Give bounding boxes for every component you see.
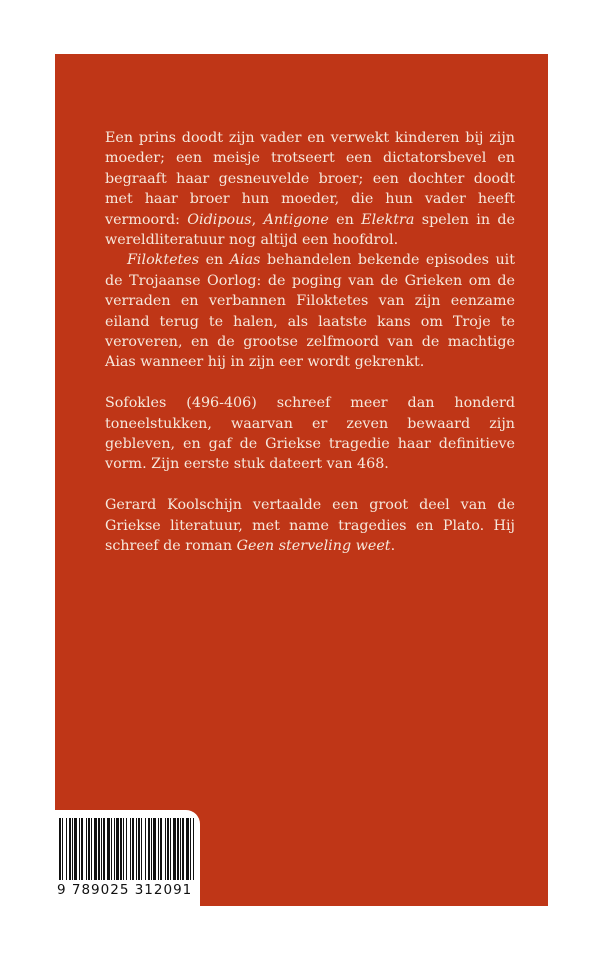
intro-tail: spelen in de wereldliteratuur nog altijd een hoofdrol.	[105, 211, 516, 249]
intro-text: Een prins doodt zijn vader en verwekt kinderen bij zijn moeder; een meisje trotseert een dictatorsbevel en begraaft haar gesneuvelde broer; een dochter doodt met haar broer hun moeder, die hun vader heeft vermoord:	[105, 130, 515, 228]
barcode-bar	[66, 818, 67, 880]
barcode-bar	[138, 818, 140, 880]
title-elektra: Elektra	[361, 211, 415, 228]
barcode-bar	[141, 818, 142, 880]
barcode-bar	[170, 818, 171, 880]
barcode-bar	[81, 818, 83, 880]
barcode-bar	[193, 818, 194, 880]
paragraph-filoktetes-aias	[105, 250, 515, 372]
barcode-bar	[120, 818, 122, 880]
period: .	[390, 538, 396, 555]
title-filoktetes: Filoktetes	[127, 252, 200, 269]
barcode-bar	[59, 818, 61, 880]
barcode-bar	[158, 818, 159, 880]
back-cover	[55, 54, 548, 906]
paragraph-sofokles: Sofokles (496-406) schreef meer dan honderd toneelstukken, waarvan er zeven bewaard zijn gebleven, en gaf de Griekse tragedie haar definitieve vorm. Zijn eerste stuk dateert van 468.	[105, 395, 515, 473]
barcode-bar	[123, 818, 124, 880]
barcode-bar	[180, 818, 181, 880]
comma: ,	[251, 211, 257, 228]
barcode-bar	[145, 818, 146, 880]
episodes-text: behandelen bekende episodes uit de Trojaanse Oorlog: de poging van de Grieken om de verraden en verbannen Filoktetes van zijn eenzame eiland terug te halen, als laatste kans om Troje te veroveren, en de grootse zelfmoord van de machtige Aias wanneer hij in zijn eer wordt gekrenkt.	[105, 252, 515, 371]
barcode-bar	[165, 818, 166, 880]
translator-text: Gerard Koolschijn vertaalde een groot deel van de Griekse literatuur, met name tragedies en Plato. Hij schreef de roman	[105, 497, 515, 555]
barcode-bar	[88, 818, 90, 880]
barcode-bar	[177, 818, 179, 880]
barcode-bar	[126, 818, 127, 880]
barcode-bar	[116, 818, 119, 880]
barcode-bar	[132, 818, 134, 880]
title-oidipous: Oidipous	[187, 211, 252, 228]
isbn-number: 9 789025 312091	[57, 882, 193, 898]
barcode-bar	[86, 818, 87, 880]
barcode-bar	[91, 818, 92, 880]
barcode-bar	[173, 818, 176, 880]
title-aias: Aias	[229, 252, 261, 269]
barcode-bar	[74, 818, 77, 880]
barcode-bar	[190, 818, 191, 880]
barcode-bar	[114, 818, 115, 880]
barcode-bar	[98, 818, 100, 880]
barcode-bar	[186, 818, 189, 880]
barcode-bar	[69, 818, 71, 880]
and-word: en	[336, 211, 354, 228]
barcode-bar	[148, 818, 150, 880]
title-antigone: Antigone	[263, 211, 329, 228]
barcode-bar	[136, 818, 137, 880]
barcode-label	[55, 810, 200, 906]
barcode-bar	[107, 818, 110, 880]
barcode-bar	[167, 818, 169, 880]
barcode-bar	[72, 818, 73, 880]
barcode-bars	[55, 818, 200, 880]
paragraph-translator	[105, 495, 515, 556]
barcode-bar	[111, 818, 112, 880]
blurb	[105, 128, 515, 557]
paragraph-plays-intro	[105, 128, 515, 250]
barcode-bar	[103, 818, 105, 880]
barcode-bar	[160, 818, 162, 880]
barcode-bar	[151, 818, 152, 880]
and-word: en	[205, 252, 224, 269]
barcode-bar	[79, 818, 80, 880]
barcode-bar	[101, 818, 102, 880]
barcode-bar	[62, 818, 63, 880]
novel-title: Geen sterveling weet	[236, 538, 391, 555]
barcode-bar	[153, 818, 156, 880]
barcode-bar	[130, 818, 131, 880]
barcode-bar	[182, 818, 184, 880]
barcode-bar	[94, 818, 97, 880]
